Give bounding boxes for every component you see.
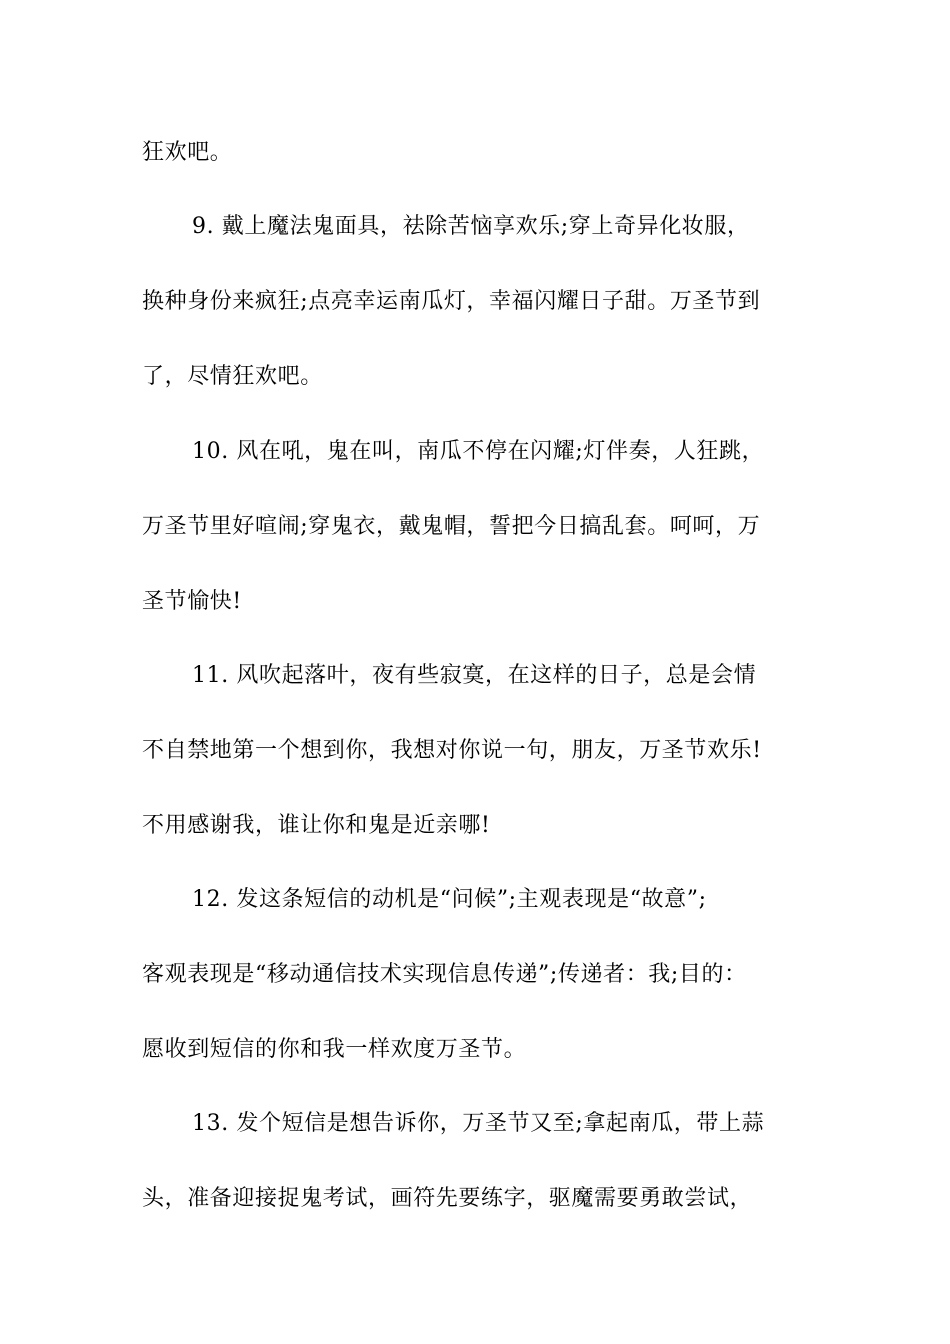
text-line: 圣节愉快! xyxy=(142,589,242,614)
list-item-11-first-line: 11. 风吹起落叶，夜有些寂寞，在这样的日子，总是会情 xyxy=(192,663,757,688)
text-line: 了，尽情狂欢吧。 xyxy=(142,364,323,389)
text-line: 头，准备迎接捉鬼考试，画符先要练字，驱魔需要勇敢尝试， xyxy=(142,1186,753,1211)
text-line: 不自禁地第一个想到你，我想对你说一句，朋友，万圣节欢乐! xyxy=(142,738,762,763)
text-line: 客观表现是“移动通信技术实现信息传递”;传递者：我;目的： xyxy=(142,962,747,987)
text-line: 愿收到短信的你和我一样欢度万圣节。 xyxy=(142,1037,527,1062)
text-line: 狂欢吧。 xyxy=(142,140,233,165)
list-item-9-first-line: 9. 戴上魔法鬼面具，祛除苦恼享欢乐;穿上奇异化妆服， xyxy=(192,214,750,239)
text-line: 换种身份来疯狂;点亮幸运南瓜灯，幸福闪耀日子甜。万圣节到 xyxy=(142,289,761,314)
text-line: 不用感谢我，谁让你和鬼是近亲哪! xyxy=(142,813,491,838)
list-item-12-first-line: 12. 发这条短信的动机是“问候”;主观表现是“故意”; xyxy=(192,887,707,912)
list-item-10-first-line: 10. 风在吼，鬼在叫，南瓜不停在闪耀;灯伴奏，人狂跳， xyxy=(192,439,765,464)
text-line: 万圣节里好喧闹;穿鬼衣，戴鬼帽，誓把今日搞乱套。呵呵，万 xyxy=(142,514,761,539)
list-item-13-first-line: 13. 发个短信是想告诉你，万圣节又至;拿起南瓜，带上蒜 xyxy=(192,1111,765,1136)
